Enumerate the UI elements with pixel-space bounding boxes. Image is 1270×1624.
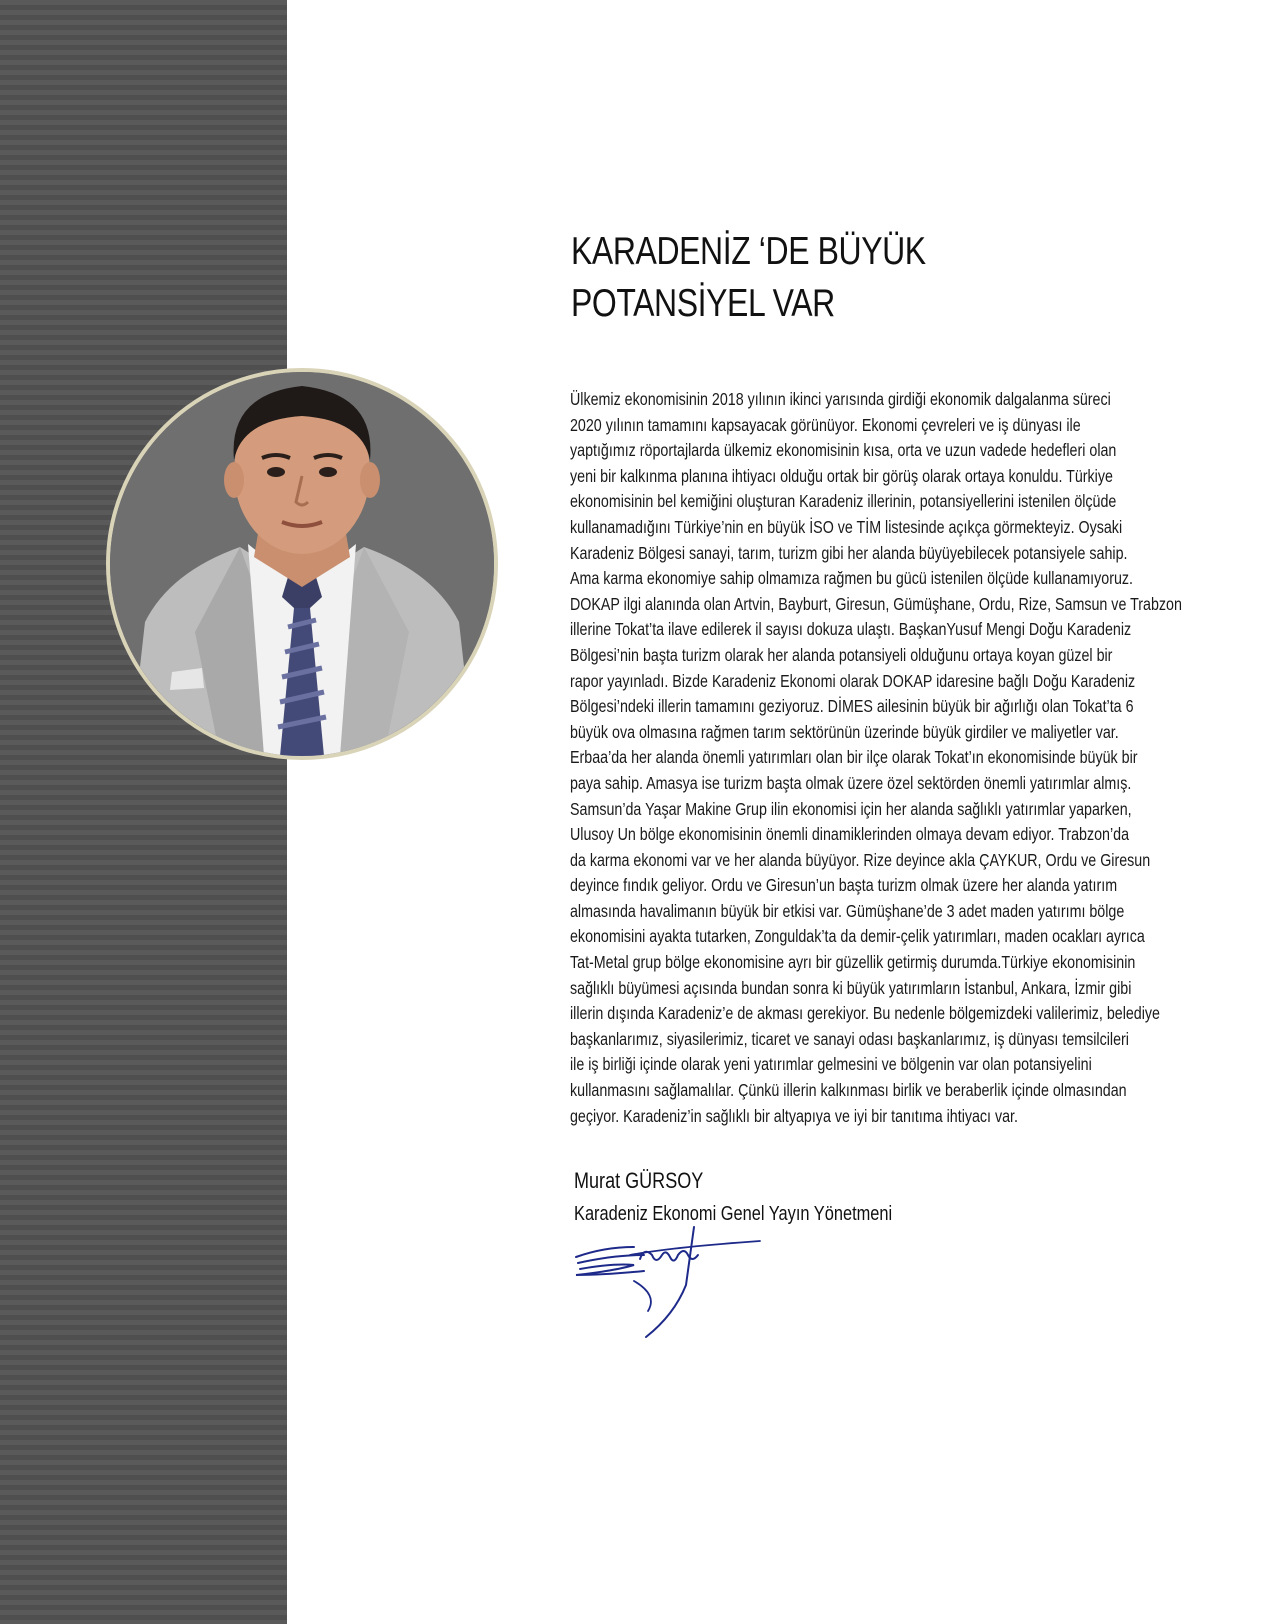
body-line: Samsun’da Yaşar Makine Grup ilin ekonomisi için her alanda sağlıklı yatırımlar yaparken,: [570, 798, 1132, 819]
body-line: rapor yayınladı. Bizde Karadeniz Ekonomi olarak DOKAP idaresine bağlı Doğu Karadeniz: [570, 670, 1136, 691]
body-line: Erbaa’da her alanda önemli yatırımları olan bir ilçe olarak Tokat’ın ekonomisinde büyük bir: [570, 747, 1138, 768]
body-line: deyince fındık geliyor. Ordu ve Giresun’un başta turizm olmak üzere her alanda yatırım: [570, 875, 1118, 896]
body-line: Karadeniz Bölgesi sanayi, tarım, turizm gibi her alanda büyüyebilecek potansiyele sahip.: [570, 542, 1128, 563]
body-line: yeni bir kalkınma planına ihtiyacı olduğu ortak bir görüş olarak ortaya konuldu. Türkiye: [570, 465, 1113, 486]
body-line: Bölgesi’ndeki illerin tamamını geziyoruz. DİMES ailesinin büyük bir ağırlığı olan Tokat’ta 6: [570, 696, 1134, 717]
signature-graphic: [574, 1225, 764, 1340]
article-body: [570, 387, 1182, 1129]
body-line: Ama karma ekonomiye sahip olmamıza rağmen bu gücü istenilen ölçüde kullanamıyoruz.: [570, 568, 1133, 589]
striped-side-panel: [0, 0, 287, 1624]
body-line: almasında havalimanın büyük bir etkisi var. Gümüşhane’de 3 adet maden yatırımı bölge: [570, 900, 1125, 921]
title-line: POTANSİYEL VAR: [571, 282, 835, 325]
body-line: sağlıklı büyümesi açısında bundan sonra ki büyük yatırımların İstanbul, Ankara, İzmir gibi: [570, 977, 1132, 998]
body-line: paya sahip. Amasya ise turizm başta olmak üzere özel sektörden önemli yatırımlar almış.: [570, 772, 1132, 793]
body-line: geçiyor. Karadeniz’in sağlıklı bir altyapıya ve iyi bir tanıtıma ihtiyacı var.: [570, 1105, 1018, 1126]
body-line: ekonomisini ayakta tutarken, Zonguldak’ta da demir-çelik yatırımları, maden ocakları ayrıca: [570, 926, 1145, 947]
body-line: illerin dışında Karadeniz’e de akması gerekiyor. Bu nedenle bölgemizdeki valilerimiz, belediye: [570, 1003, 1160, 1024]
body-line: Ulusoy Un bölge ekonomisinin önemli dinamiklerinden olmaya devam ediyor. Trabzon’da: [570, 824, 1130, 845]
body-line: kullanmasını sağlamalılar. Çünkü illerin kalkınması birlik ve beraberlik içinde olmasından: [570, 1080, 1127, 1101]
body-line: başkanlarımız, siyasilerimiz, ticaret ve sanayi odası başkanlarımız, iş dünyası temsilcileri: [570, 1028, 1129, 1049]
article-title: [571, 226, 1096, 330]
body-line: büyük ova olmasına rağmen tarım sektörünün üzerinde büyük girdiler ve maliyetler var.: [570, 721, 1119, 742]
body-line: DOKAP ilgi alanında olan Artvin, Bayburt, Giresun, Gümüşhane, Ordu, Rize, Samsun ve Trabzon: [570, 593, 1182, 614]
body-line: kullanamadığını Türkiye’nin en büyük İSO ve TİM listesinde açıkça görmekteyiz. Oysaki: [570, 516, 1123, 537]
body-line: ile iş birliği içinde olarak yeni yatırımlar gelmesini ve bölgenin var olan potansiyelini: [570, 1054, 1092, 1075]
body-line: 2020 yılının tamamını kapsayacak görünüyor. Ekonomi çevreleri ve iş dünyası ile: [570, 414, 1081, 435]
author-name: Murat GÜRSOY: [574, 1168, 704, 1193]
body-line: yaptığımız röportajlarda ülkemiz ekonomisinin kısa, orta ve uzun vadede hedefleri olan: [570, 440, 1117, 461]
body-line: illerine Tokat’ta ilave edilerek il sayısı dokuza ulaştı. BaşkanYusuf Mengi Doğu Karadeniz: [570, 619, 1132, 640]
portrait-illustration: [110, 372, 494, 756]
body-line: Tat-Metal grup bölge ekonomisine ayrı bir güzellik getirmiş durumda.Türkiye ekonomisinin: [570, 952, 1136, 973]
body-line: Bölgesi’nin başta turizm olarak her alanda potansiyeli olduğunu ortaya koyan güzel bir: [570, 644, 1113, 665]
title-line: KARADENİZ ‘DE BÜYÜK: [571, 230, 926, 273]
body-line: da karma ekonomi var ve her alanda büyüyor. Rize deyince akla ÇAYKUR, Ordu ve Giresun: [570, 849, 1151, 870]
body-line: ekonomisinin bel kemiğini oluşturan Karadeniz illerinin, potansiyellerini istenilen ölçüde: [570, 491, 1117, 512]
author-role: Karadeniz Ekonomi Genel Yayın Yönetmeni: [574, 1203, 893, 1225]
author-portrait: [106, 368, 498, 760]
body-line: Ülkemiz ekonomisinin 2018 yılının ikinci yarısında girdiği ekonomik dalgalanma süreci: [570, 389, 1111, 409]
